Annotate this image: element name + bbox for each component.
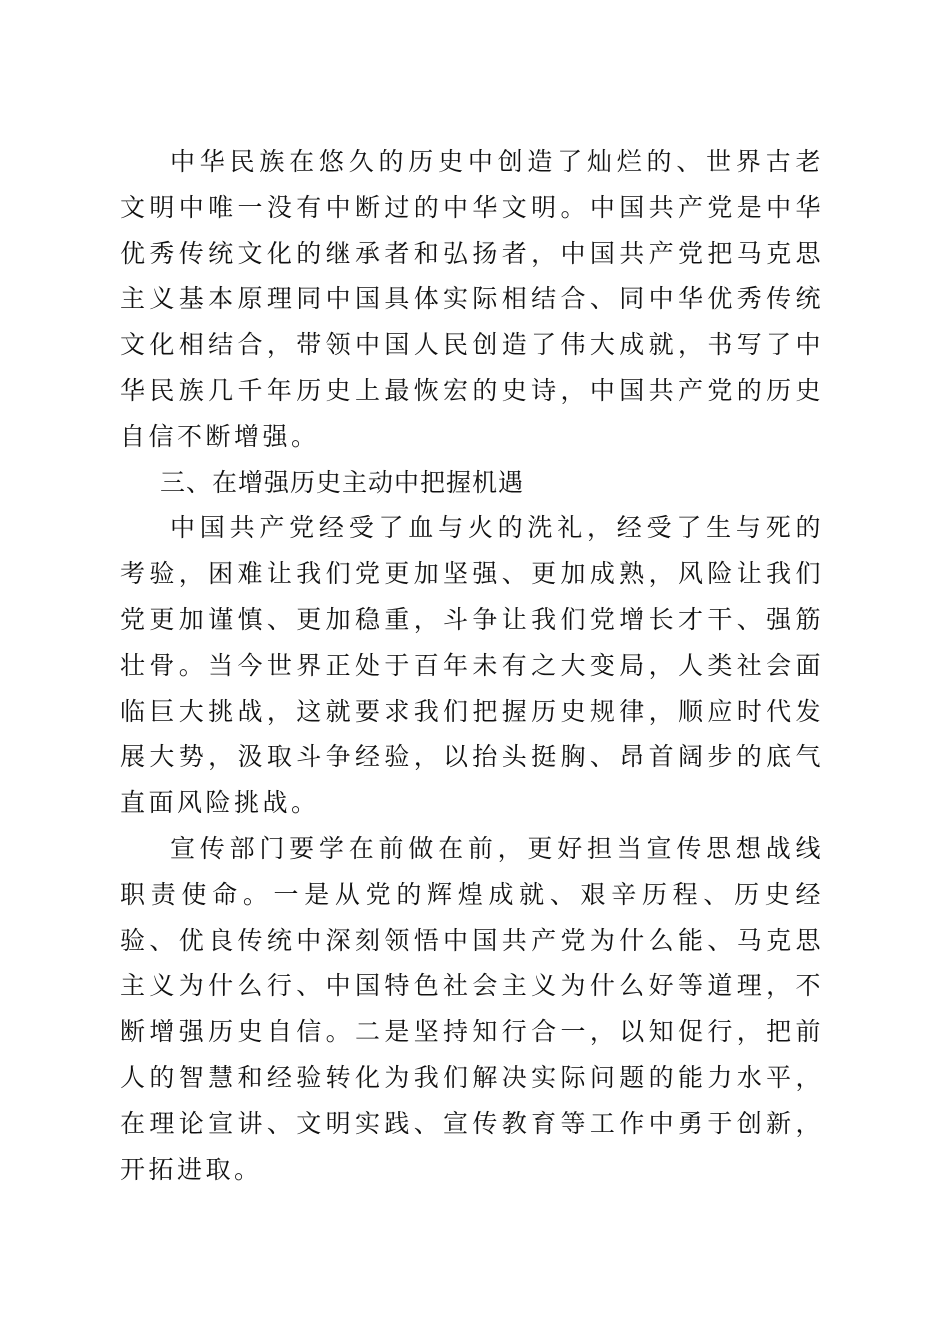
paragraph-2: 中国共产党经受了血与火的洗礼，经受了生与死的考验，困难让我们党更加坚强、更加成熟，风险让我们党更加谨慎、更加稳重，斗争让我们党增长才干、强筋壮骨。当今世界正处于百年未有之大变局，人类社会面临巨大挑战，这就要求我们把握历史规律，顺应时代发展大势，汲取斗争经验，以抬头挺胸、昂首阔步的底气直面风险挑战。	[120, 513, 824, 818]
document-body	[120, 139, 824, 1192]
paragraph-3: 宣传部门要学在前做在前，更好担当宣传思想战线职责使命。一是从党的辉煌成就、艰辛历程、历史经验、优良传统中深刻领悟中国共产党为什么能、马克思主义为什么行、中国特色社会主义为什么好等道理，不断增强历史自信。二是坚持知行合一，以知促行，把前人的智慧和经验转化为我们解决实际问题的能力水平，在理论宣讲、文明实践、宣传教育等工作中勇于创新，开拓进取。	[120, 833, 824, 1184]
paragraph-1: 中华民族在悠久的历史中创造了灿烂的、世界古老文明中唯一没有中断过的中华文明。中国共产党是中华优秀传统文化的继承者和弘扬者，中国共产党把马克思主义基本原理同中国具体实际相结合、同中华优秀传统文化相结合，带领中国人民创造了伟大成就，书写了中华民族几千年历史上最恢宏的史诗，中国共产党的历史自信不断增强。	[120, 147, 824, 451]
section-heading-3: 三、在增强历史主动中把握机遇	[160, 467, 525, 497]
